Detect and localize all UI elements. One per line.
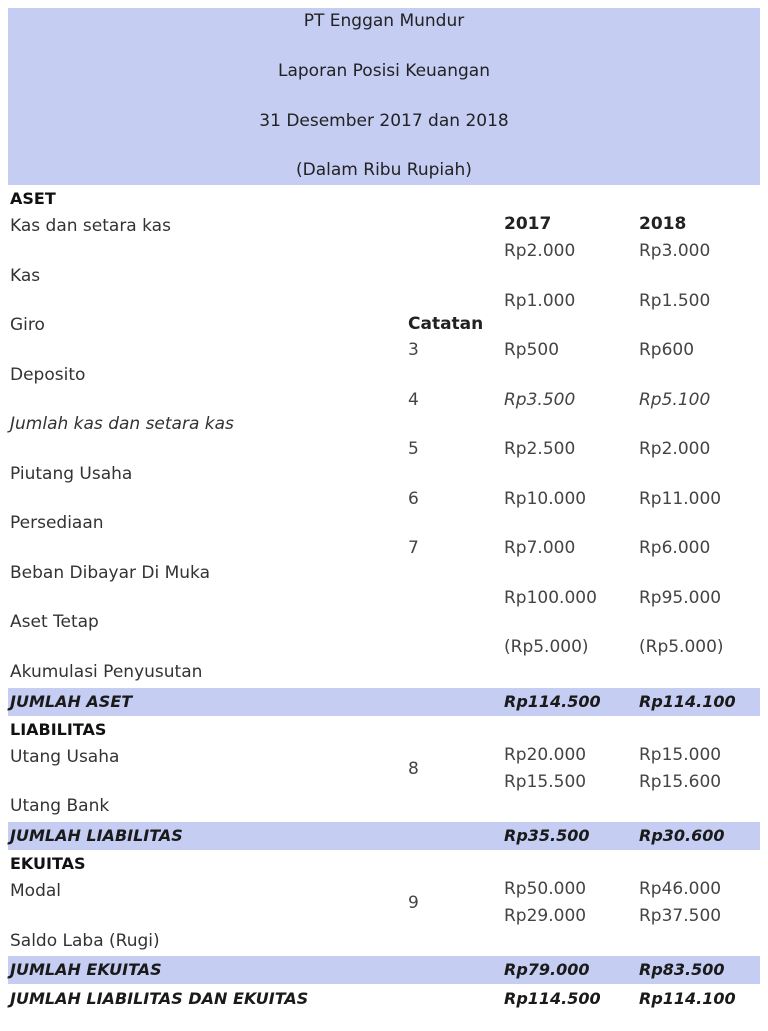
value-2017: Rp1.000 <box>504 291 576 311</box>
column-header-2017: 2017 <box>504 214 552 234</box>
report-title: Laporan Posisi Keuangan <box>278 61 490 81</box>
value-2018: Rp5.100 <box>639 390 711 410</box>
grand-total-label: JUMLAH LIABILITAS DAN EKUITAS <box>10 989 309 1008</box>
value-2018: Rp6.000 <box>639 538 711 558</box>
note-number: 3 <box>408 340 419 360</box>
total-liabilitas-2018: Rp30.600 <box>639 826 725 845</box>
label-kas-setara: Kas dan setara kas <box>10 216 171 236</box>
value-2017: Rp7.000 <box>504 538 576 558</box>
value-2018: Rp2.000 <box>639 439 711 459</box>
label-jumlah-kas: Jumlah kas dan setara kas <box>10 414 234 434</box>
total-ekuitas-2018: Rp83.500 <box>639 960 725 979</box>
value-2018: Rp95.000 <box>639 588 722 608</box>
section-title-aset: ASET <box>10 189 56 208</box>
section-title-liabilitas: LIABILITAS <box>10 720 107 739</box>
note-number: 5 <box>408 439 419 459</box>
label-akumulasi-penyusutan: Akumulasi Penyusutan <box>10 662 203 682</box>
company-name: PT Enggan Mundur <box>303 11 465 31</box>
value-2017: Rp100.000 <box>504 588 597 608</box>
value-2018: Rp600 <box>639 340 695 360</box>
value-2017: Rp50.000 <box>504 879 587 899</box>
value-2017: Rp500 <box>504 340 560 360</box>
total-liabilitas-2017: Rp35.500 <box>504 826 590 845</box>
label-kas: Kas <box>10 266 41 286</box>
value-2018: Rp15.000 <box>639 745 722 765</box>
value-2018: Rp37.500 <box>639 906 722 926</box>
label-beban-dibayar: Beban Dibayar Di Muka <box>10 563 211 583</box>
total-label-liabilitas: JUMLAH LIABILITAS <box>10 826 183 845</box>
label-utang-bank: Utang Bank <box>10 796 110 816</box>
column-header-catatan: Catatan <box>408 314 484 334</box>
report-unit: (Dalam Ribu Rupiah) <box>296 160 472 180</box>
section-title-ekuitas: EKUITAS <box>10 854 86 873</box>
value-2017: Rp2.500 <box>504 439 576 459</box>
note-number: 4 <box>408 390 419 410</box>
total-label-ekuitas: JUMLAH EKUITAS <box>10 960 162 979</box>
value-2017: Rp15.500 <box>504 772 587 792</box>
total-label-aset: JUMLAH ASET <box>10 692 133 711</box>
note-number: 8 <box>408 759 419 779</box>
label-persediaan: Persediaan <box>10 513 104 533</box>
grand-total-2017: Rp114.500 <box>504 989 601 1008</box>
value-2017: Rp10.000 <box>504 489 587 509</box>
note-number: 6 <box>408 489 419 509</box>
value-2017: Rp2.000 <box>504 241 576 261</box>
total-aset-2018: Rp114.100 <box>639 692 736 711</box>
label-modal: Modal <box>10 881 61 901</box>
value-2017: (Rp5.000) <box>504 637 589 657</box>
total-ekuitas-2017: Rp79.000 <box>504 960 590 979</box>
value-2017: Rp29.000 <box>504 906 587 926</box>
label-deposito: Deposito <box>10 365 86 385</box>
total-aset-2017: Rp114.500 <box>504 692 601 711</box>
label-piutang-usaha: Piutang Usaha <box>10 464 133 484</box>
report-date: 31 Desember 2017 dan 2018 <box>259 111 509 131</box>
note-number: 7 <box>408 538 419 558</box>
value-2017: Rp20.000 <box>504 745 587 765</box>
report-header <box>8 8 760 185</box>
grand-total-2018: Rp114.100 <box>639 989 736 1008</box>
label-giro: Giro <box>10 315 45 335</box>
label-utang-usaha: Utang Usaha <box>10 747 120 767</box>
value-2018: Rp1.500 <box>639 291 711 311</box>
label-saldo-laba: Saldo Laba (Rugi) <box>10 931 160 951</box>
label-aset-tetap: Aset Tetap <box>10 612 99 632</box>
value-2018: Rp3.000 <box>639 241 711 261</box>
value-2018: (Rp5.000) <box>639 637 724 657</box>
column-header-2018: 2018 <box>639 214 687 234</box>
value-2018: Rp46.000 <box>639 879 722 899</box>
note-number: 9 <box>408 893 419 913</box>
value-2017: Rp3.500 <box>504 390 576 410</box>
value-2018: Rp11.000 <box>639 489 722 509</box>
value-2018: Rp15.600 <box>639 772 722 792</box>
